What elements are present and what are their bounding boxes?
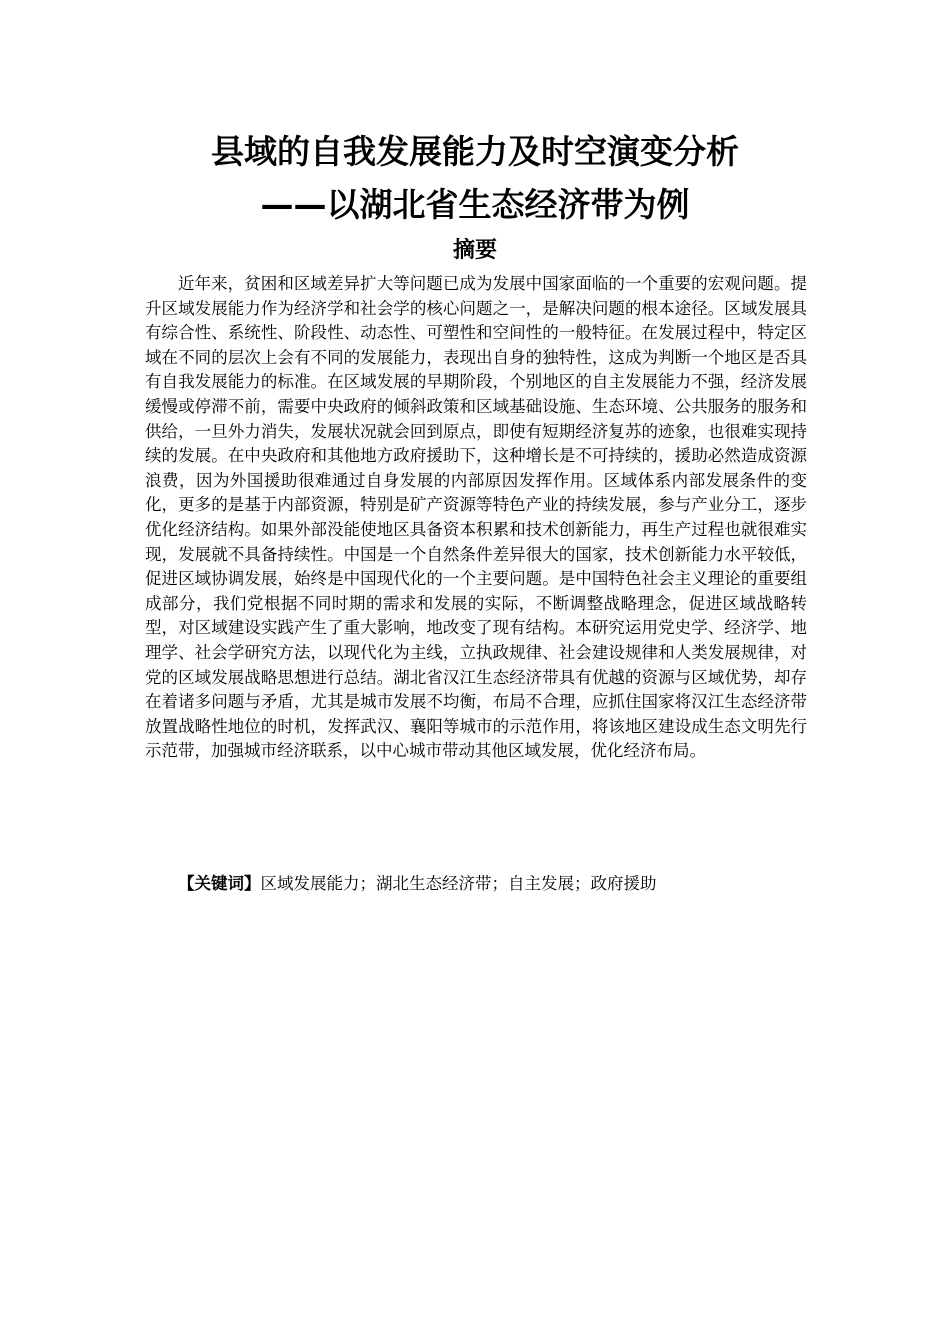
keywords-text: 区域发展能力；湖北生态经济带；自主发展；政府援助 [260, 874, 657, 893]
document-title: 县域的自我发展能力及时空演变分析 [211, 132, 739, 171]
keywords-label: 【关键词】 [178, 874, 261, 893]
abstract-paragraph: 近年来，贫困和区域差异扩大等问题已成为发展中国家面临的一个重要的宏观问题。提升区域发展能力作为经济学和社会学的核心问题之一，是解决问题的根本途径。区域发展具有综合性、系统性、阶段性、动态性、可塑性和空间性的一般特征。在发展过程中，特定区域在不同的层次上会有不同的发展能力，表现出自身的独特性，这成为判断一个地区是否具有自我发展能力的标准。在区域发展的早期阶段，个别地区的自主发展能力不强，经济发展缓慢或停滞不前，需要中央政府的倾斜政策和区域基础设施、生态环境、公共服务的服务和供给，一旦外力消失，发展状况就会回到原点，即使有短期经济复苏的迹象，也很难实现持续的发展。在中央政府和其他地方政府援助下，这种增长是不可持续的，援助必然造成资源浪费，因为外国援助很难通过自身发展的内部原因发挥作用。区域体系内部发展条件的变化，更多的是基于内部资源，特别是矿产资源等特色产业的持续发展，参与产业分工，逐步优化经济结构。如果外部没能使地区具备资本积累和技术创新能力，再生产过程也就很难实现，发展就不具备持续性。中国是一个自然条件差异很大的国家，技术创新能力水平较低，促进区域协调发展，始终是中国现代化的一个主要问题。是中国特色社会主义理论的重要组成部分，我们党根据不同时期的需求和发展的实际，不断调整战略理念，促进区域战略转型，对区域建设实践产生了重大影响，地改变了现有结构。本研究运用党史学、经济学、地理学、社会学研究方法，以现代化为主线，立执政规律、社会建设规律和人类发展规律，对党的区域发展战略思想进行总结。湖北省汉江生态经济带具有优越的资源与区域优势，却存在着诸多问题与矛盾，尤其是城市发展不均衡，布局不合理，应抓住国家将汉江生态经济带放置战略性地位的时机，发挥武汉、襄阳等城市的示范作用，将该地区建设成生态文明先行示范带，加强城市经济联系，以中心城市带动其他区域发展，优化经济布局。 [145, 274, 807, 761]
document-subtitle: ——以湖北省生态经济带为例 [260, 185, 690, 224]
abstract-heading: 摘要 [452, 238, 497, 263]
keywords-line [145, 872, 807, 897]
